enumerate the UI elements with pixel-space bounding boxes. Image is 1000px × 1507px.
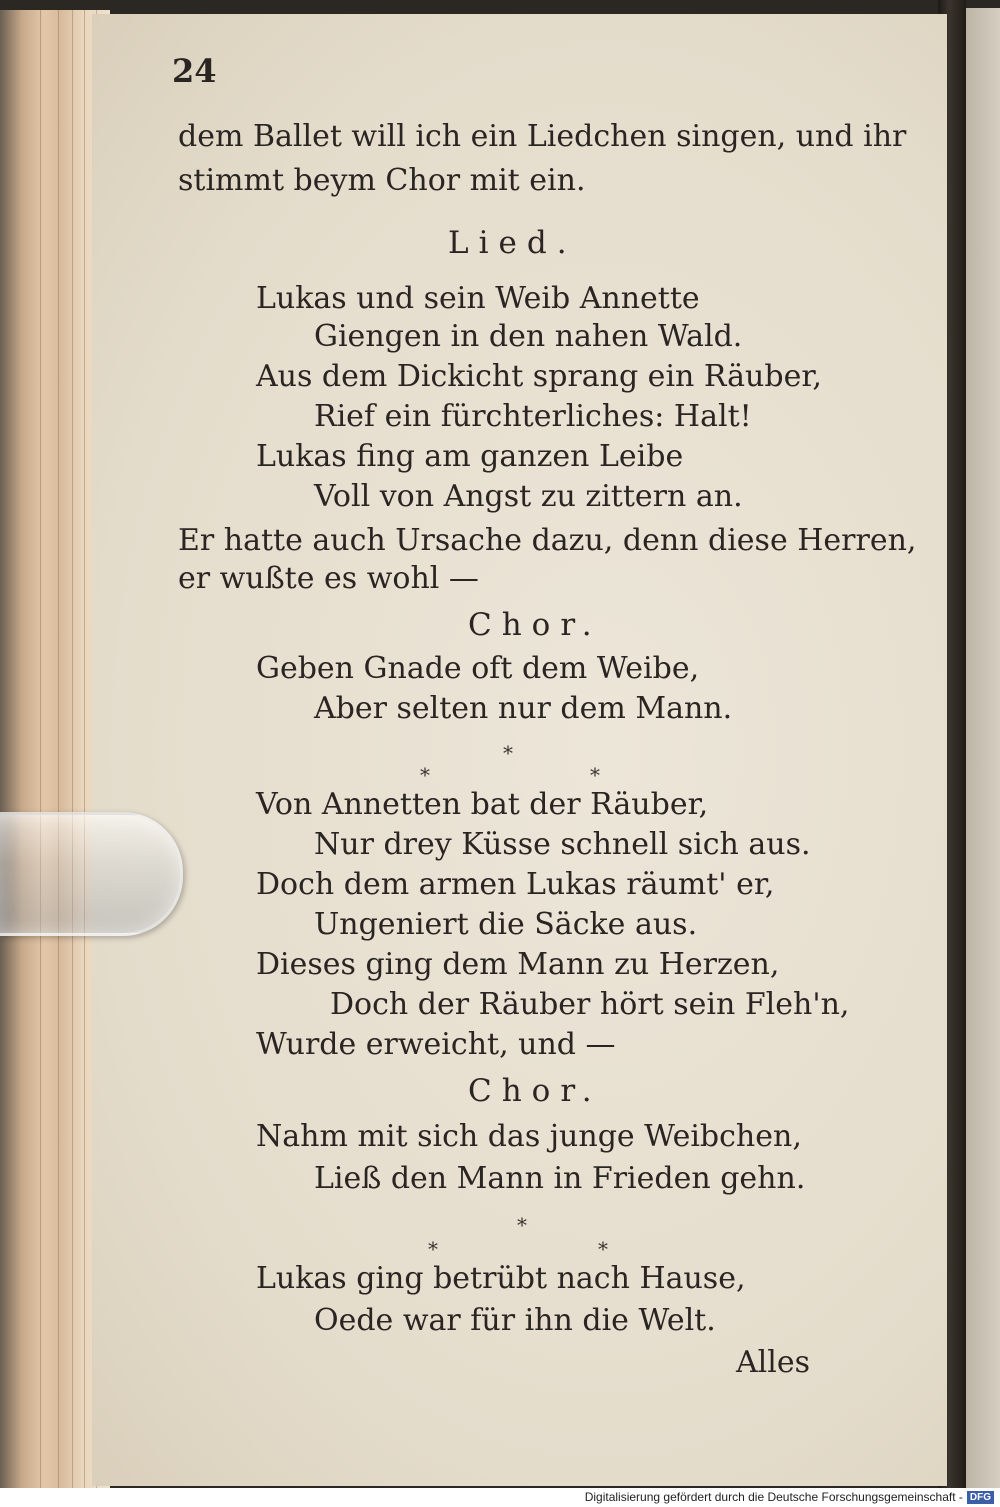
catchword: Alles xyxy=(736,1345,811,1380)
footer-text: Digitalisierung gefördert durch die Deutsche Forschungsgemeinschaft - xyxy=(584,1490,963,1504)
stanza2-line: Doch dem armen Lukas räumt' er, xyxy=(256,867,775,902)
prose-line: Er hatte auch Ursache dazu, denn diese Herren, xyxy=(178,523,917,558)
chor1-line: Aber selten nur dem Mann. xyxy=(314,691,733,726)
dfg-logo: DFG xyxy=(967,1491,994,1504)
page-holder-clip xyxy=(0,812,183,936)
stanza3-line: Lukas ging betrübt nach Hause, xyxy=(256,1261,746,1296)
chor2-line: Ließ den Mann in Frieden gehn. xyxy=(314,1161,806,1196)
stanza3-line: Oede war für ihn die Welt. xyxy=(314,1303,716,1338)
text-line-2: stimmt beym Chor mit ein. xyxy=(178,163,586,198)
heading-chor: Chor. xyxy=(468,1073,602,1109)
footer-bar xyxy=(0,1488,1000,1507)
text-line-1: dem Ballet will ich ein Liedchen singen, und ihr xyxy=(178,119,907,154)
chor1-line: Geben Gnade oft dem Weibe, xyxy=(256,651,700,686)
page-number: 24 xyxy=(172,52,217,90)
stanza1-line: Lukas und sein Weib Annette xyxy=(256,281,700,316)
stanza2-line: Ungeniert die Säcke aus. xyxy=(314,907,698,942)
stanza2-line: Wurde erweicht, und — xyxy=(256,1027,616,1062)
prose-line: er wußte es wohl — xyxy=(178,561,479,596)
asterism-right: * xyxy=(598,1237,608,1261)
asterism-top: * xyxy=(517,1213,527,1237)
stanza2-line: Doch der Räuber hört sein Fleh'n, xyxy=(330,987,850,1022)
asterism-top: * xyxy=(503,741,513,765)
stanza2-line: Nur drey Küsse schnell sich aus. xyxy=(314,827,811,862)
stanza1-line: Giengen in den nahen Wald. xyxy=(314,319,743,354)
asterism-left: * xyxy=(420,763,430,787)
stanza1-line: Rief ein fürchterliches: Halt! xyxy=(314,399,752,434)
stanza2-line: Von Annetten bat der Räuber, xyxy=(256,787,709,822)
stanza2-line: Dieses ging dem Mann zu Herzen, xyxy=(256,947,780,982)
asterism-right: * xyxy=(590,763,600,787)
stanza1-line: Voll von Angst zu zittern an. xyxy=(314,479,743,514)
stanza1-line: Lukas fing am ganzen Leibe xyxy=(256,439,684,474)
chor2-line: Nahm mit sich das junge Weibchen, xyxy=(256,1119,802,1154)
heading-chor: Chor. xyxy=(468,607,602,643)
stanza1-line: Aus dem Dickicht sprang ein Räuber, xyxy=(256,359,822,394)
heading-lied: Lied. xyxy=(448,225,577,261)
asterism-left: * xyxy=(428,1237,438,1261)
